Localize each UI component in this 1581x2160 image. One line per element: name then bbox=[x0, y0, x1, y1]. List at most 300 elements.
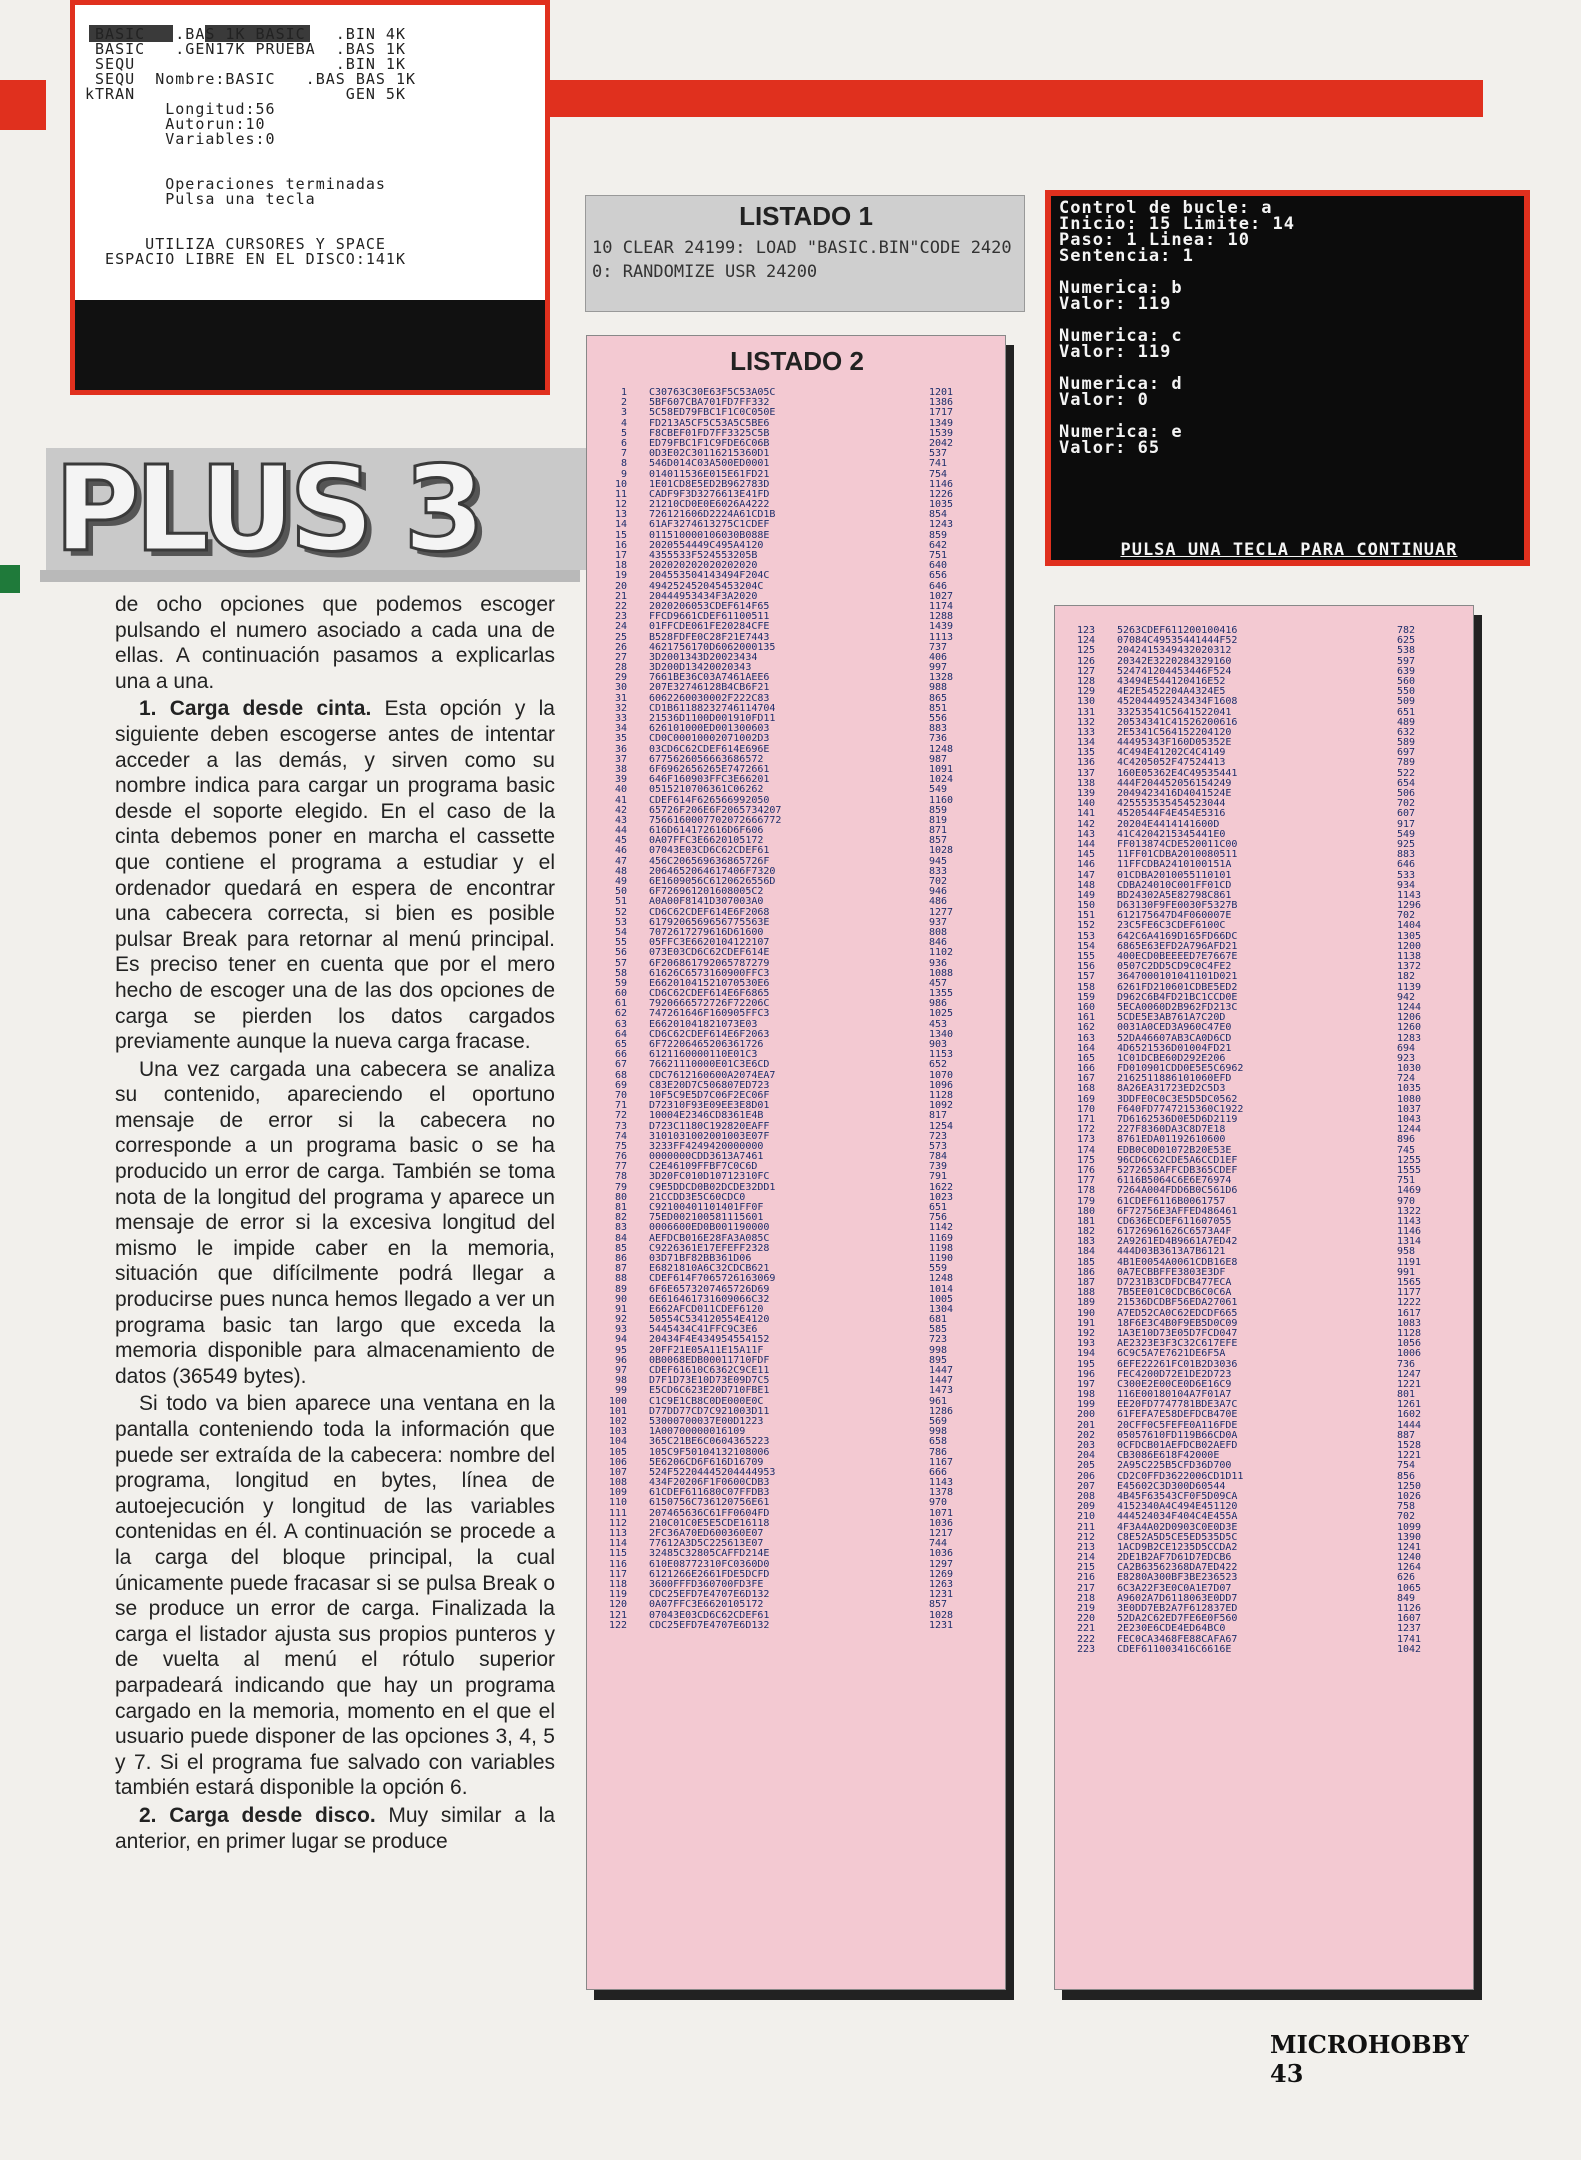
hex-data: 61FEFA7E58DEFDCB470E bbox=[1117, 1409, 1238, 1421]
checksum: 1622 bbox=[929, 1181, 954, 1193]
line-number: 61 bbox=[614, 998, 627, 1010]
line-number: 76 bbox=[614, 1151, 627, 1163]
variables-line: Numerica: e bbox=[1059, 422, 1183, 442]
hex-data: 434F20206F1F0600CDB3 bbox=[649, 1477, 770, 1489]
checksum: 1128 bbox=[1397, 1327, 1422, 1339]
hex-data: 21210CD0E0E6026A4222 bbox=[649, 499, 770, 511]
checksum: 1088 bbox=[929, 967, 954, 979]
plus3-title-text: PLUS 3 bbox=[54, 448, 480, 570]
line-number: 131 bbox=[1076, 706, 1095, 718]
hex-data: 53000700037E00D1223 bbox=[649, 1415, 764, 1427]
hex-data: F8CBEF01FD7FF3325C5B bbox=[649, 427, 770, 439]
hex-data: 4C494E41202C4C4149 bbox=[1117, 747, 1226, 759]
checksum: 1314 bbox=[1397, 1236, 1422, 1248]
line-number: 145 bbox=[1076, 849, 1095, 861]
checksum: 1160 bbox=[929, 794, 954, 806]
line-number: 75 bbox=[614, 1140, 627, 1152]
checksum: 1349 bbox=[929, 417, 954, 429]
line-number: 214 bbox=[1076, 1552, 1095, 1564]
hex-data: 6C3A22F3E0C0A1E7D07 bbox=[1117, 1582, 1232, 1594]
checksum: 1028 bbox=[929, 845, 954, 857]
disk-menu-line: Variables:0 bbox=[85, 130, 276, 148]
checksum: 639 bbox=[1397, 665, 1416, 677]
line-number: 101 bbox=[608, 1405, 627, 1417]
hex-data: CD636ECDEF611607055 bbox=[1117, 1215, 1232, 1227]
checksum: 1221 bbox=[1397, 1450, 1422, 1462]
line-number: 199 bbox=[1076, 1399, 1095, 1411]
hex-data: 202020202020202020 bbox=[649, 560, 758, 572]
line-number: 181 bbox=[1076, 1215, 1095, 1227]
listing-row bbox=[587, 622, 1007, 632]
line-number: 10 bbox=[614, 478, 627, 490]
hex-data: 0507C2DD5CD9C0C4FE2 bbox=[1117, 961, 1232, 973]
magazine-name: MICROHOBBY bbox=[1270, 2030, 1469, 2059]
hex-data: 77612A3D5C225613E07 bbox=[649, 1538, 764, 1550]
variables-lines bbox=[1059, 200, 1519, 456]
line-number: 150 bbox=[1076, 900, 1095, 912]
line-number: 25 bbox=[614, 631, 627, 643]
red-edge-left bbox=[0, 80, 46, 130]
line-number: 114 bbox=[608, 1538, 627, 1550]
line-number: 16 bbox=[614, 539, 627, 551]
hex-data: BD24302A5E82798C861 bbox=[1117, 889, 1232, 901]
line-number: 21 bbox=[614, 590, 627, 602]
checksum: 1607 bbox=[1397, 1613, 1422, 1625]
hex-data: 23C5FE6C3CDEF6100C bbox=[1117, 920, 1226, 932]
line-number: 111 bbox=[608, 1507, 627, 1519]
line-number: 90 bbox=[614, 1293, 627, 1305]
checksum: 573 bbox=[929, 1140, 948, 1152]
line-number: 174 bbox=[1076, 1144, 1095, 1156]
line-number: 50 bbox=[614, 886, 627, 898]
line-number: 123 bbox=[1076, 625, 1095, 636]
checksum: 857 bbox=[929, 1599, 948, 1611]
line-number: 135 bbox=[1076, 747, 1095, 759]
hex-data: 0006600ED0B001190000 bbox=[649, 1222, 770, 1234]
line-number: 151 bbox=[1076, 910, 1095, 922]
line-number: 106 bbox=[608, 1456, 627, 1468]
line-number: 83 bbox=[614, 1222, 627, 1234]
checksum: 1143 bbox=[1397, 889, 1422, 901]
hex-data: 05057610FD119B66CD0A bbox=[1117, 1429, 1238, 1441]
line-number: 99 bbox=[614, 1385, 627, 1397]
hex-data: 33253541C5641522041 bbox=[1117, 706, 1232, 718]
checksum: 958 bbox=[1397, 1246, 1416, 1258]
listado2-column-a bbox=[586, 335, 1006, 1990]
hex-data: 5445434C41FFC9C3E6 bbox=[649, 1324, 758, 1336]
line-number: 190 bbox=[1076, 1307, 1095, 1319]
hex-data: 1A00700000016109 bbox=[649, 1426, 746, 1438]
hex-data: E662AFCD011CDEF6120 bbox=[649, 1303, 764, 1315]
hex-data: 18F6E3C4B0F9EB5D0C09 bbox=[1117, 1317, 1238, 1329]
line-number: 18 bbox=[614, 560, 627, 572]
hex-data: CD6C62CDEF614E6F2063 bbox=[649, 1028, 770, 1040]
line-number: 15 bbox=[614, 529, 627, 541]
checksum: 556 bbox=[929, 713, 948, 724]
hex-data: AE2323E3F3C32C617EFE bbox=[1117, 1338, 1238, 1350]
line-number: 56 bbox=[614, 947, 627, 959]
checksum: 1372 bbox=[1397, 961, 1422, 973]
checksum: 896 bbox=[1397, 1134, 1416, 1146]
hex-data: C8E52A5D5CE5ED535D5C bbox=[1117, 1531, 1238, 1543]
green-edge-left bbox=[0, 565, 20, 593]
line-number: 43 bbox=[614, 814, 627, 826]
line-number: 42 bbox=[614, 804, 627, 816]
line-number: 60 bbox=[614, 988, 627, 1000]
line-number: 204 bbox=[1076, 1450, 1095, 1462]
line-number: 184 bbox=[1076, 1246, 1095, 1258]
checksum: 550 bbox=[1397, 686, 1416, 698]
variables-line: Valor: 119 bbox=[1059, 294, 1172, 314]
line-number: 115 bbox=[608, 1548, 627, 1560]
checksum: 754 bbox=[929, 468, 948, 480]
checksum: 1190 bbox=[929, 1252, 954, 1264]
line-number: 103 bbox=[608, 1426, 627, 1438]
line-number: 127 bbox=[1076, 665, 1095, 677]
hex-data: 03D71BF82BB361D06 bbox=[649, 1252, 752, 1264]
hex-data: 7920666572726F72206C bbox=[649, 998, 770, 1010]
checksum: 1741 bbox=[1397, 1633, 1422, 1645]
line-number: 1 bbox=[620, 387, 627, 398]
line-number: 65 bbox=[614, 1039, 627, 1050]
checksum: 1096 bbox=[929, 1079, 954, 1091]
section-heading: 2. Carga desde disco. bbox=[139, 1803, 376, 1827]
line-number: 46 bbox=[614, 845, 627, 857]
checksum: 1244 bbox=[1397, 1124, 1422, 1136]
article-body bbox=[115, 592, 555, 2022]
hex-data: CB3086E618F42000E bbox=[1117, 1450, 1220, 1462]
checksum: 1169 bbox=[929, 1232, 954, 1244]
hex-data: 0031A0CED3A960C47E0 bbox=[1117, 1022, 1232, 1034]
listing-row bbox=[1055, 697, 1475, 707]
line-number: 87 bbox=[614, 1263, 627, 1275]
hex-data: D7F1D73E10D73E09D7C5 bbox=[649, 1375, 770, 1387]
hex-data: 3233FF4249420000000 bbox=[649, 1140, 764, 1152]
listing-row bbox=[587, 1437, 1007, 1447]
line-number: 88 bbox=[614, 1273, 627, 1285]
checksum: 1386 bbox=[929, 397, 954, 409]
checksum: 723 bbox=[929, 1130, 948, 1142]
checksum: 1254 bbox=[929, 1120, 954, 1132]
article-paragraph: de ocho opciones que podemos escoger pulsando el numero asociado a cada una de ellas. A continuación pasamos a explicarlas una a una. bbox=[115, 593, 555, 693]
hex-data: FFCD9661CDEF61100511 bbox=[649, 611, 770, 623]
hex-data: FEC4200D72E1DE2D723 bbox=[1117, 1368, 1232, 1380]
hex-data: 3647000101041101D021 bbox=[1117, 971, 1238, 983]
hex-data: ED79FBC1F1C9FDE6C06B bbox=[649, 437, 770, 449]
line-number: 26 bbox=[614, 641, 627, 653]
checksum: 533 bbox=[1397, 869, 1416, 881]
line-number: 191 bbox=[1076, 1317, 1095, 1329]
hex-data: 444F204452056154249 bbox=[1117, 777, 1232, 789]
hex-data: 073E03CD6C62CDEF614E bbox=[649, 947, 770, 959]
hex-data: 626101000ED001300603 bbox=[649, 723, 770, 735]
checksum: 486 bbox=[929, 896, 948, 908]
line-number: 187 bbox=[1076, 1277, 1095, 1288]
hex-data: 6E616461731609066C32 bbox=[649, 1293, 770, 1305]
line-number: 189 bbox=[1076, 1297, 1095, 1309]
line-number: 179 bbox=[1076, 1195, 1095, 1207]
hex-data: 6F726961201608005C2 bbox=[649, 886, 764, 898]
line-number: 41 bbox=[614, 794, 627, 806]
checksum: 1602 bbox=[1397, 1409, 1422, 1421]
checksum: 1142 bbox=[929, 1222, 954, 1234]
checksum: 1260 bbox=[1397, 1022, 1422, 1034]
hex-data: 6062260030002F222C83 bbox=[649, 692, 770, 704]
checksum: 1221 bbox=[1397, 1378, 1422, 1390]
checksum: 1328 bbox=[929, 672, 954, 684]
hex-data: CD2C0FFD3622006CD1D11 bbox=[1117, 1470, 1244, 1482]
checksum: 883 bbox=[929, 723, 948, 735]
line-number: 6 bbox=[620, 437, 627, 449]
checksum: 651 bbox=[929, 1202, 948, 1213]
hex-data: 227F8360DA3C8D7E18 bbox=[1117, 1124, 1226, 1136]
checksum: 489 bbox=[1397, 716, 1416, 728]
hex-data: 2020206053CDEF614F65 bbox=[649, 600, 770, 612]
checksum: 936 bbox=[929, 957, 948, 969]
checksum: 942 bbox=[1397, 991, 1416, 1003]
hex-data: 612175647D4F060007E bbox=[1117, 910, 1232, 922]
line-number: 32 bbox=[614, 702, 627, 714]
checksum: 1028 bbox=[929, 1609, 954, 1621]
hex-data: 52DA46607AB3CA0D6CD bbox=[1117, 1032, 1232, 1044]
checksum: 1177 bbox=[1397, 1287, 1422, 1299]
line-number: 113 bbox=[608, 1528, 627, 1539]
line-number: 117 bbox=[608, 1568, 627, 1580]
line-number: 55 bbox=[614, 937, 627, 949]
checksum: 751 bbox=[929, 550, 948, 561]
checksum: 1447 bbox=[929, 1365, 954, 1376]
checksum: 1146 bbox=[1397, 1226, 1422, 1238]
checksum: 1036 bbox=[929, 1517, 954, 1529]
checksum: 754 bbox=[1397, 1460, 1416, 1472]
hex-data: 11FF01CDBA2010080511 bbox=[1117, 849, 1238, 861]
line-number: 202 bbox=[1076, 1429, 1095, 1441]
listing-row bbox=[587, 1274, 1007, 1284]
listing-row bbox=[587, 459, 1007, 469]
line-number: 66 bbox=[614, 1049, 627, 1061]
checksum: 946 bbox=[929, 886, 948, 898]
hex-data: C2E46109FFBF7C0C6D bbox=[649, 1161, 758, 1173]
checksum: 702 bbox=[929, 876, 948, 887]
hex-data: 0CFDCB01AEFDCB02AEFD bbox=[1117, 1440, 1238, 1451]
hex-data: 65726F206E6F2065734207 bbox=[649, 804, 782, 816]
hex-data: 75ED002100581115601 bbox=[649, 1212, 764, 1224]
checksum: 1378 bbox=[929, 1487, 954, 1499]
hex-data: 3D200D13420020343 bbox=[649, 662, 752, 674]
checksum: 1247 bbox=[1397, 1368, 1422, 1380]
line-number: 20 bbox=[614, 580, 627, 592]
hex-data: 3D2001343D20023434 bbox=[649, 651, 758, 663]
checksum: 851 bbox=[929, 702, 948, 714]
line-number: 3 bbox=[620, 407, 627, 419]
checksum: 1355 bbox=[929, 988, 954, 1000]
hex-data: 207E32746128B4CB6F21 bbox=[649, 682, 770, 694]
hex-data: 6EFE22261FC01B2D3036 bbox=[1117, 1358, 1238, 1370]
hex-data: 616D614172616D6F606 bbox=[649, 825, 764, 837]
checksum: 961 bbox=[929, 1395, 948, 1407]
line-number: 39 bbox=[614, 774, 627, 786]
continue-prompt: PULSA UNA TECLA PARA CONTINUAR bbox=[1120, 540, 1458, 560]
line-number: 141 bbox=[1076, 808, 1095, 820]
hex-data: F640FD7747215360C1922 bbox=[1117, 1103, 1244, 1115]
hex-data: 6F6E6573207465726D69 bbox=[649, 1283, 770, 1295]
line-number: 163 bbox=[1076, 1032, 1095, 1044]
hex-data: 01CDBA2010055110101 bbox=[1117, 869, 1232, 881]
checksum: 1201 bbox=[929, 387, 954, 398]
line-number: 154 bbox=[1076, 940, 1095, 952]
checksum: 736 bbox=[1397, 1358, 1416, 1370]
checksum: 1153 bbox=[929, 1049, 954, 1061]
line-number: 170 bbox=[1076, 1103, 1095, 1115]
checksum: 751 bbox=[1397, 1175, 1416, 1187]
line-number: 188 bbox=[1076, 1287, 1095, 1299]
checksum: 859 bbox=[929, 529, 948, 541]
checksum: 1056 bbox=[1397, 1338, 1422, 1350]
line-number: 58 bbox=[614, 967, 627, 979]
hex-data: 20342E3220284329160 bbox=[1117, 655, 1232, 667]
checksum: 1244 bbox=[1397, 1001, 1422, 1013]
hex-data: 07084C49535441444F52 bbox=[1117, 635, 1238, 647]
checksum: 1277 bbox=[929, 906, 954, 918]
line-number: 152 bbox=[1076, 920, 1095, 932]
hex-data: 444524034F404C4E455A bbox=[1117, 1511, 1238, 1523]
checksum: 987 bbox=[929, 753, 948, 765]
hex-data: 4C4205052F47524413 bbox=[1117, 757, 1226, 769]
checksum: 917 bbox=[1397, 818, 1416, 830]
hex-data: 105C9F50104132108006 bbox=[649, 1446, 770, 1458]
disk-menu-line: BASIC .BAS 1K BASIC .BIN 4K bbox=[85, 25, 406, 43]
hex-data: 524741204453446F524 bbox=[1117, 665, 1232, 677]
hex-data: 7566160007702072666772 bbox=[649, 814, 782, 826]
checksum: 741 bbox=[929, 458, 948, 470]
line-number: 195 bbox=[1076, 1358, 1095, 1370]
variables-line: Control de bucle: a bbox=[1059, 198, 1273, 218]
checksum: 1264 bbox=[1397, 1562, 1422, 1574]
hex-data: 6E1609056C6120626556D bbox=[649, 876, 776, 887]
checksum: 1226 bbox=[929, 488, 954, 500]
checksum: 1288 bbox=[929, 611, 954, 623]
hex-data: CDC25EFD7E4707E6D132 bbox=[649, 1589, 770, 1601]
checksum: 895 bbox=[929, 1354, 948, 1366]
line-number: 33 bbox=[614, 713, 627, 724]
checksum: 1191 bbox=[1397, 1256, 1422, 1268]
variables-screenshot bbox=[1045, 190, 1530, 566]
hex-data: 50554C534120554E4120 bbox=[649, 1314, 770, 1326]
listing-row bbox=[1055, 860, 1475, 870]
checksum: 745 bbox=[1397, 1144, 1416, 1156]
hex-data: CA2B63562368DA7ED422 bbox=[1117, 1562, 1238, 1574]
checksum: 1263 bbox=[929, 1578, 954, 1590]
hex-data: 20434F4E434954554152 bbox=[649, 1334, 770, 1346]
line-number: 144 bbox=[1076, 838, 1095, 850]
hex-data: FD213A5CF5C53A5C5BE6 bbox=[649, 417, 770, 429]
line-number: 126 bbox=[1076, 655, 1095, 667]
listado1-title: LISTADO 1 bbox=[739, 201, 873, 231]
line-number: 24 bbox=[614, 621, 627, 633]
hex-data: 7072617279616D61600 bbox=[649, 926, 764, 938]
line-number: 57 bbox=[614, 957, 627, 969]
checksum: 702 bbox=[1397, 798, 1416, 810]
checksum: 1138 bbox=[1397, 951, 1422, 962]
checksum: 1404 bbox=[1397, 920, 1422, 932]
hex-data: 5CDE5E3AB761A7C20D bbox=[1117, 1012, 1226, 1024]
line-number: 105 bbox=[608, 1446, 627, 1458]
hex-data: CDEF614F7065726163069 bbox=[649, 1273, 776, 1285]
checksum: 784 bbox=[929, 1151, 948, 1163]
line-number: 196 bbox=[1076, 1368, 1095, 1380]
checksum: 522 bbox=[1397, 767, 1416, 779]
hex-data: 32485C32805CAFFD214E bbox=[649, 1548, 770, 1560]
checksum: 1248 bbox=[929, 1273, 954, 1285]
checksum: 1439 bbox=[929, 621, 954, 633]
line-number: 72 bbox=[614, 1110, 627, 1122]
red-banner-top bbox=[549, 80, 1483, 117]
checksum: 1099 bbox=[1397, 1521, 1422, 1533]
line-number: 194 bbox=[1076, 1348, 1095, 1360]
checksum: 739 bbox=[929, 1161, 948, 1173]
line-number: 71 bbox=[614, 1100, 627, 1112]
hex-data: 610E08772310FC0360D0 bbox=[649, 1558, 770, 1570]
hex-data: 4621756170D6062000135 bbox=[649, 641, 776, 653]
disk-menu-line: Pulsa una tecla bbox=[85, 190, 316, 208]
checksum: 789 bbox=[1397, 757, 1416, 769]
hex-data: 204553504143494F204C bbox=[649, 570, 770, 582]
line-number: 112 bbox=[608, 1517, 627, 1529]
disk-menu-lines bbox=[85, 27, 545, 267]
variables-line: Numerica: b bbox=[1059, 278, 1183, 298]
line-number: 208 bbox=[1076, 1490, 1095, 1502]
hex-data: 5BF607CBA701FD7FF332 bbox=[649, 397, 770, 409]
hex-data: E8280A300BF3BE236523 bbox=[1117, 1572, 1238, 1584]
checksum: 856 bbox=[1397, 1470, 1416, 1482]
hex-data: 3DDFE0C0C3E5D5DC0562 bbox=[1117, 1093, 1238, 1105]
checksum: 640 bbox=[929, 560, 948, 572]
checksum: 998 bbox=[929, 1426, 948, 1438]
hex-data: 642C6A4169D165FD66DC bbox=[1117, 930, 1238, 942]
disk-menu-line: SEQU Nombre:BASIC .BAS BAS 1K bbox=[85, 70, 417, 88]
checksum: 182 bbox=[1397, 971, 1416, 983]
hex-data: E6821810A6C32CDCB621 bbox=[649, 1263, 770, 1275]
hex-data: 365C21BE6C0604365223 bbox=[649, 1436, 770, 1448]
disk-menu-line: SEQU .BIN 1K bbox=[85, 55, 406, 73]
line-number: 210 bbox=[1076, 1511, 1095, 1523]
checksum: 1469 bbox=[1397, 1185, 1422, 1197]
hex-data: 7D6162536D0E5D6D2119 bbox=[1117, 1114, 1238, 1125]
line-number: 7 bbox=[620, 448, 627, 460]
line-number: 193 bbox=[1076, 1338, 1095, 1350]
line-number: 142 bbox=[1076, 818, 1095, 830]
line-number: 54 bbox=[614, 926, 627, 938]
line-number: 86 bbox=[614, 1252, 627, 1264]
listing-row bbox=[587, 948, 1007, 958]
checksum: 723 bbox=[929, 1334, 948, 1346]
line-number: 34 bbox=[614, 723, 627, 735]
checksum: 937 bbox=[929, 916, 948, 928]
hex-data: 0515210706361C06262 bbox=[649, 784, 764, 796]
checksum: 652 bbox=[929, 1059, 948, 1071]
hex-data: 8A26EA31723ED2C5D3 bbox=[1117, 1083, 1226, 1095]
checksum: 1043 bbox=[1397, 1114, 1422, 1125]
hex-data: 4B45F63543CF0F5D09CA bbox=[1117, 1490, 1238, 1502]
hex-data: 6F206861792065787279 bbox=[649, 957, 770, 969]
listing-row bbox=[1055, 1023, 1475, 1033]
variables-line: Valor: 0 bbox=[1059, 390, 1149, 410]
hex-data: 1A3E10D73E05D7FCD047 bbox=[1117, 1327, 1238, 1339]
listado1-box bbox=[585, 195, 1025, 312]
hex-data: 2E5341C564152204120 bbox=[1117, 726, 1232, 738]
line-number: 93 bbox=[614, 1324, 627, 1336]
article-paragraph: Si todo va bien aparece una ventana en la pantalla conteniendo toda la información que puede ser extraída de la cabecera: nombre del programa, longitud en bytes, línea de autoejecución y longitud de las variables contenidas en él. A continuación se procede a la carga del bloque principal, la cual únicamente puede fracasar si se pulsa Break o se produce un error de carga. Finalizada la carga el listador ajusta sus propios punteros y de vuelta al menú el rótulo superior parpadeará indicando que hay un programa cargado en la memoria, momento en el que el usuario puede disponer de las opciones 3, 4, 5 y 7. Si el programa fue salvado con variables también estará disponible la opción 6. bbox=[115, 1392, 555, 1800]
